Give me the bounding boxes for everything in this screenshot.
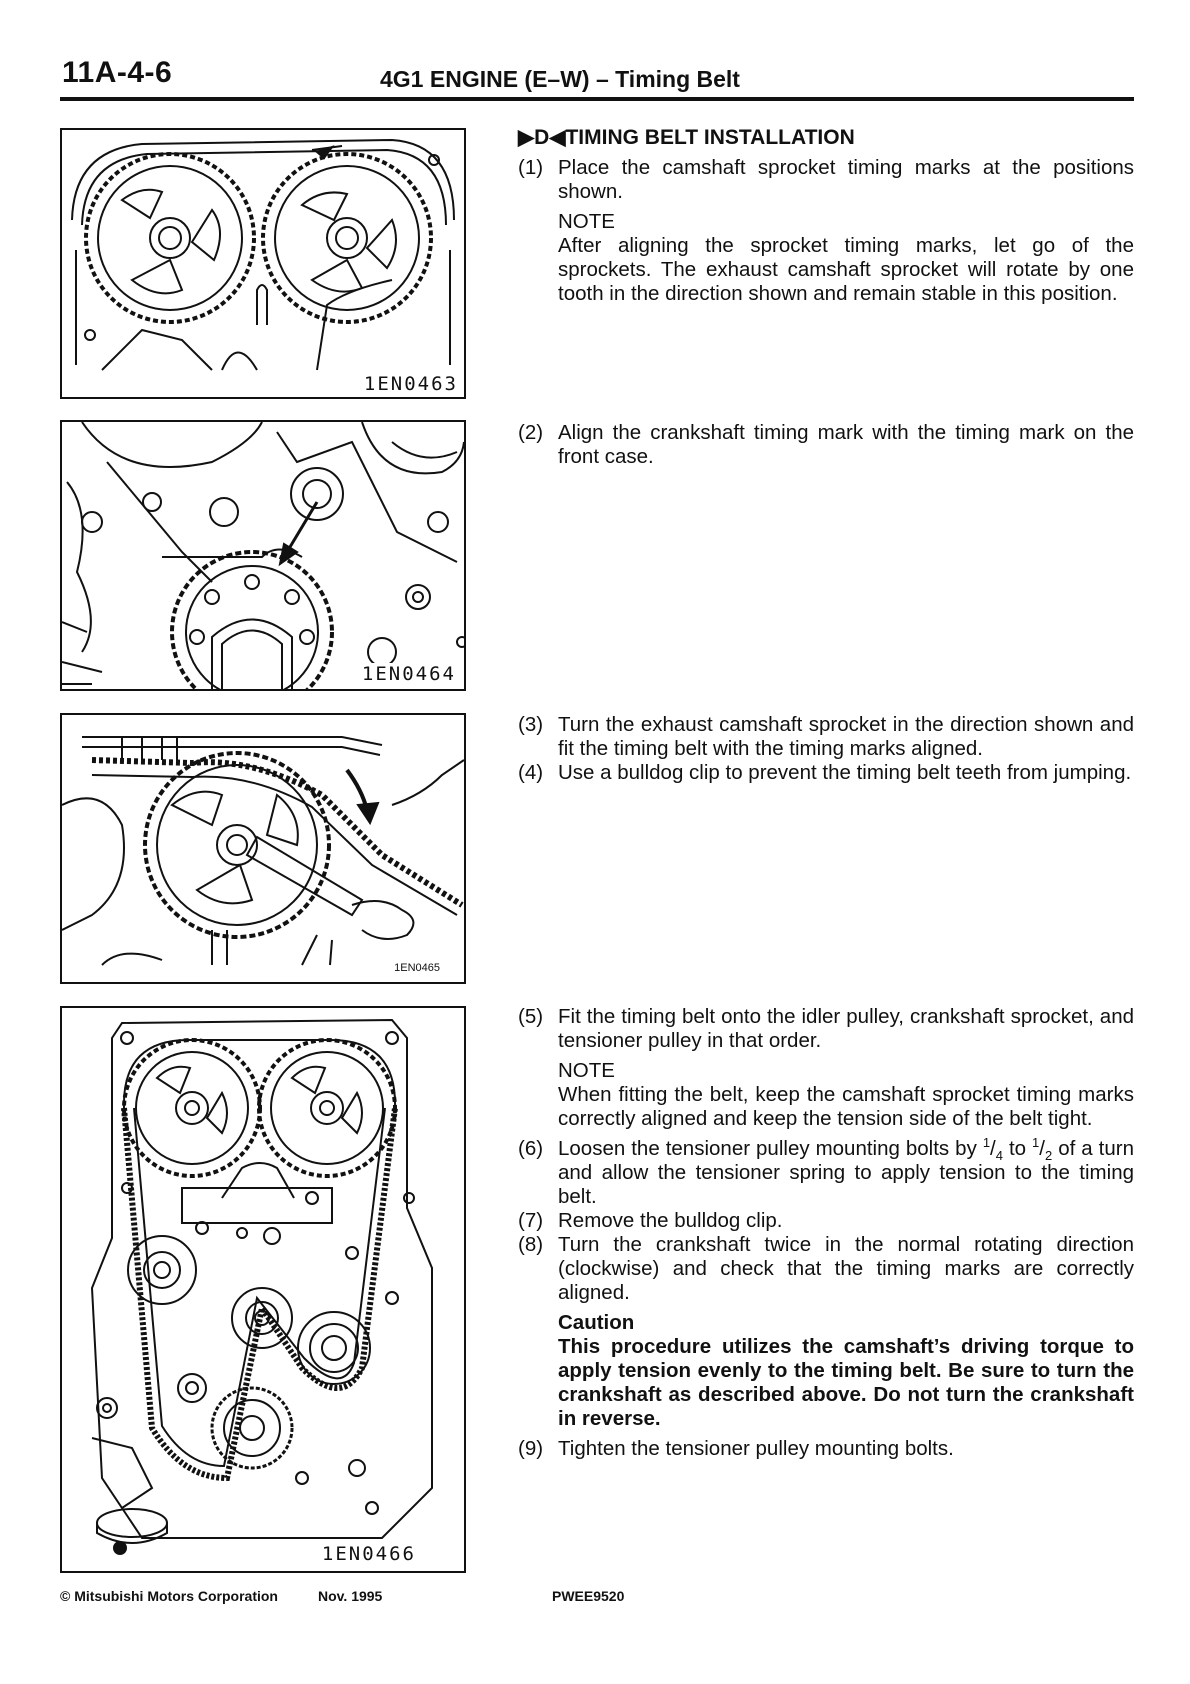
step-text-mid: to: [1002, 1137, 1033, 1160]
camshaft-sprockets-illustration: [62, 130, 464, 397]
step-number: (7): [518, 1209, 544, 1232]
footer-code: PWEE9520: [552, 1588, 625, 1604]
figure-camshaft-sprockets: [60, 128, 466, 399]
page-number: 11A-4-6: [62, 56, 173, 89]
step-text: Fit the timing belt onto the idler pulley, crankshaft sprocket, and tensioner pulley in that order.: [558, 1005, 1134, 1052]
step-9: [518, 1437, 1134, 1461]
step-text: Align the crankshaft timing mark with the timing mark on the front case.: [558, 421, 1134, 468]
step-text: Turn the exhaust camshaft sprocket in the direction shown and fit the timing belt with the timing marks aligned.: [558, 713, 1134, 760]
header-rule: [60, 97, 1134, 101]
step-text: Remove the bulldog clip.: [558, 1209, 783, 1232]
step-number: (1): [518, 156, 544, 179]
timing-belt-routing-illustration: [62, 1008, 464, 1571]
figure-id: 1EN0463: [363, 373, 458, 395]
step-text: Place the camshaft sprocket timing marks at the positions shown.: [558, 156, 1134, 203]
step-text: Use a bulldog clip to prevent the timing belt teeth from jumping.: [558, 761, 1132, 784]
step-number: (9): [518, 1437, 544, 1460]
step-8: [518, 1233, 1134, 1305]
figure-timing-belt-routing: [60, 1006, 466, 1573]
step-text-before: Loosen the tensioner pulley mounting bolts by: [558, 1137, 983, 1160]
step-1: [518, 156, 1134, 204]
step-number: (2): [518, 421, 544, 444]
footer-date: Nov. 1995: [318, 1588, 383, 1604]
figure-id: 1EN0466: [321, 1543, 416, 1565]
fraction-numerator: 1: [982, 1135, 991, 1151]
note-label: NOTE: [558, 210, 615, 233]
step-3-4-block: [518, 713, 1134, 785]
figure-crankshaft-sprocket: [60, 420, 466, 691]
section-title: TIMING BELT INSTALLATION: [565, 126, 855, 149]
step-text-after: of a turn and allow the tensioner spring to apply tension to the timing belt.: [558, 1137, 1134, 1208]
step-number: (5): [518, 1005, 544, 1028]
note-label: NOTE: [558, 1059, 615, 1082]
caution-text: This procedure utilizes the camshaft’s driving torque to apply tension evenly to the timing belt. Be sure to turn the crankshaft as described above. Do not turn the crankshaft in reverse.: [558, 1335, 1134, 1430]
step-number: (8): [518, 1233, 544, 1256]
step-3: [518, 713, 1134, 761]
fraction-denominator: 2: [1044, 1148, 1053, 1164]
step-6: (6) Loosen the tensioner pulley mounting bolts by $^1/_4$ to $^1/_2$ of a turn and allow the tensioner spring to apply tension to the timing belt.: [518, 1135, 1134, 1208]
figure-id: 1EN0465: [394, 962, 440, 974]
figure-exhaust-camshaft-rotation: [60, 713, 466, 984]
crankshaft-sprocket-illustration: [62, 422, 464, 689]
fraction-denominator: 4: [995, 1148, 1003, 1164]
note-text: When fitting the belt, keep the camshaft sprocket timing marks correctly aligned and keep the tension side of the belt tight.: [558, 1083, 1134, 1130]
step-2-block: [518, 421, 1134, 469]
exhaust-camshaft-illustration: [62, 715, 464, 982]
figure-id: 1EN0464: [361, 663, 456, 685]
page-title: 4G1 ENGINE (E–W) – Timing Belt: [380, 66, 740, 92]
installation-section: [518, 126, 1134, 306]
caution-label: Caution: [558, 1311, 635, 1334]
section-heading: [518, 126, 1134, 150]
step-text: Tighten the tensioner pulley mounting bolts.: [558, 1437, 954, 1460]
step-2: [518, 421, 1134, 469]
fraction-numerator: 1: [1032, 1135, 1040, 1151]
footer-copyright: © Mitsubishi Motors Corporation: [60, 1588, 278, 1604]
step-text: Turn the crankshaft twice in the normal rotating direction (clockwise) and check that the timing marks are correctly aligned.: [558, 1233, 1134, 1304]
step-7: [518, 1209, 1134, 1233]
step-5-9-block: [518, 1005, 1134, 1461]
step-4: [518, 761, 1134, 785]
step-number: (3): [518, 713, 544, 736]
step-number: (4): [518, 761, 544, 784]
section-marker: ▶D◀: [518, 126, 566, 149]
note-text: After aligning the sprocket timing marks, let go of the sprockets. The exhaust camshaft sprocket will rotate by one tooth in the direction shown and remain stable in this position.: [558, 234, 1134, 305]
step-number: (6): [518, 1137, 544, 1160]
step-5: [518, 1005, 1134, 1053]
